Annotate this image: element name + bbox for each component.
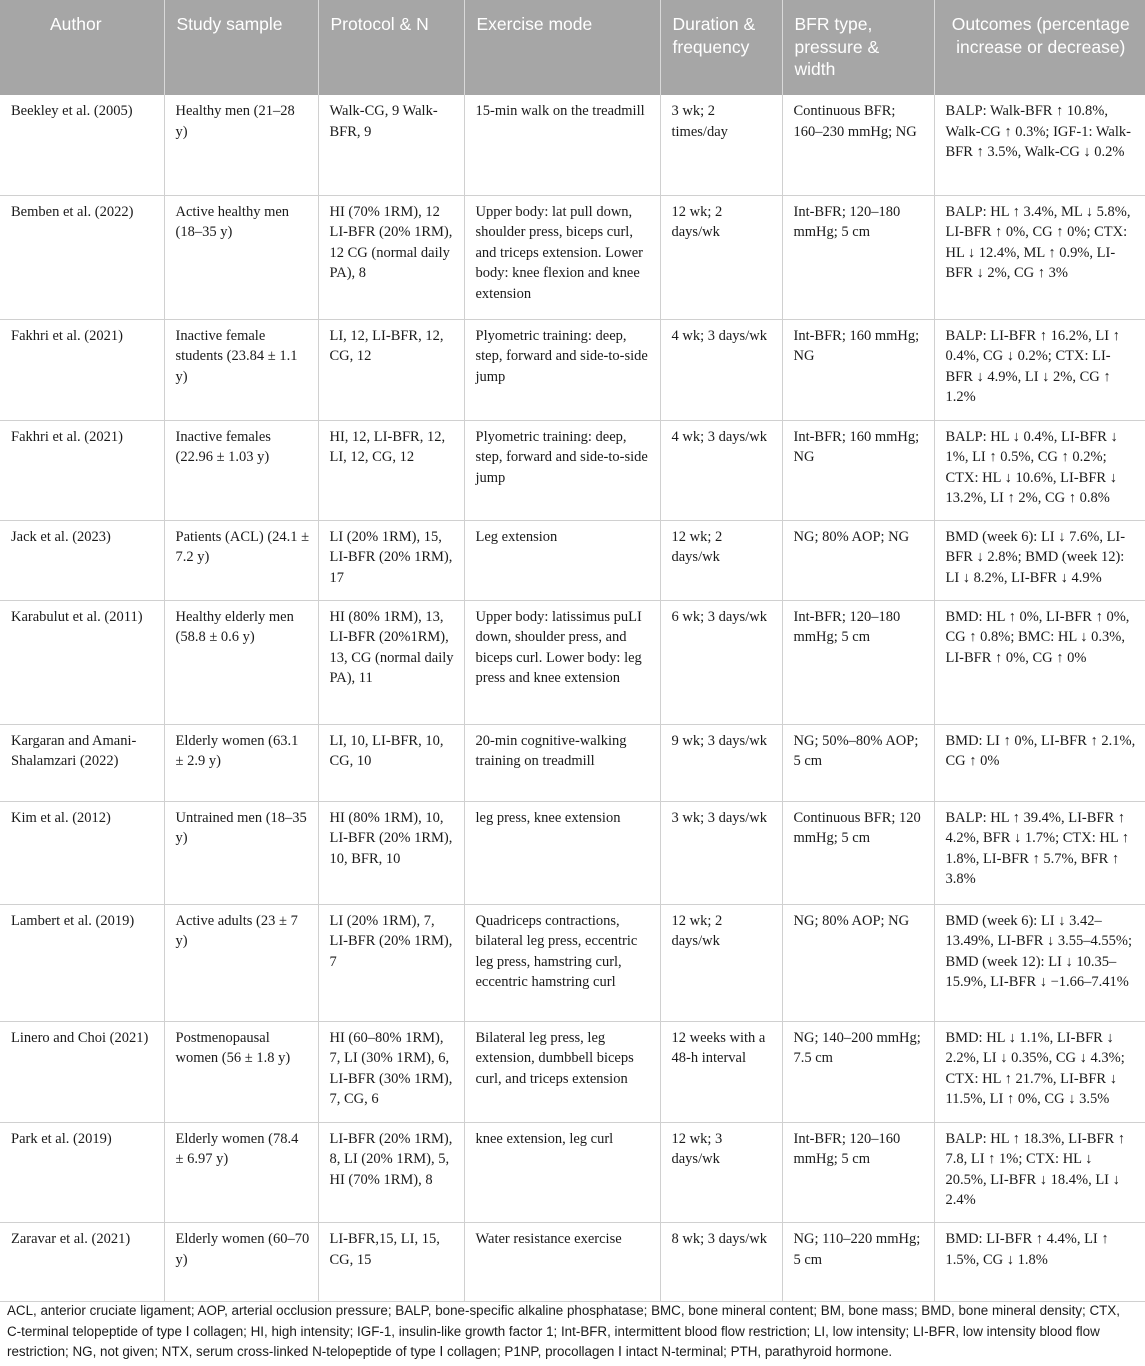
cell-bfr-type: NG; 50%–80% AOP; 5 cm xyxy=(782,724,934,801)
cell-author: Beekley et al. (2005) xyxy=(0,95,164,195)
cell-exercise-mode: Bilateral leg press, leg extension, dumbbell biceps curl, and triceps extension xyxy=(464,1021,660,1122)
cell-author: Fakhri et al. (2021) xyxy=(0,319,164,420)
cell-study-sample: Untrained men (18–35 y) xyxy=(164,801,318,904)
cell-exercise-mode: Upper body: latissimus puLI down, shoulder press, and biceps curl. Lower body: leg press and knee extension xyxy=(464,600,660,724)
cell-bfr-type: NG; 80% AOP; NG xyxy=(782,904,934,1021)
cell-duration: 4 wk; 3 days/wk xyxy=(660,420,782,520)
cell-study-sample: Elderly women (63.1 ± 2.9 y) xyxy=(164,724,318,801)
cell-study-sample: Elderly women (78.4 ± 6.97 y) xyxy=(164,1122,318,1222)
cell-author: Park et al. (2019) xyxy=(0,1122,164,1222)
cell-duration: 12 wk; 2 days/wk xyxy=(660,195,782,319)
cell-duration: 8 wk; 3 days/wk xyxy=(660,1223,782,1302)
cell-author: Zaravar et al. (2021) xyxy=(0,1223,164,1302)
cell-outcomes: BMD: HL ↓ 1.1%, LI-BFR ↓ 2.2%, LI ↓ 0.35%, CG ↓ 4.3%; CTX: HL ↑ 21.7%, LI-BFR ↓ 11.5%, LI ↑ 0%, CG ↓ 3.5% xyxy=(934,1021,1145,1122)
header-exercise-mode: Exercise mode xyxy=(464,0,660,95)
table-row xyxy=(0,600,1145,724)
cell-study-sample: Inactive females (22.96 ± 1.03 y) xyxy=(164,420,318,520)
cell-protocol: LI, 12, LI-BFR, 12, CG, 12 xyxy=(318,319,464,420)
cell-author: Bemben et al. (2022) xyxy=(0,195,164,319)
cell-exercise-mode: 20-min cognitive-walking training on treadmill xyxy=(464,724,660,801)
header-author: Author xyxy=(0,0,164,95)
cell-outcomes: BMD: LI ↑ 0%, LI-BFR ↑ 2.1%, CG ↑ 0% xyxy=(934,724,1145,801)
cell-protocol: LI-BFR,15, LI, 15, CG, 15 xyxy=(318,1223,464,1302)
cell-outcomes: BALP: HL ↑ 39.4%, LI-BFR ↑ 4.2%, BFR ↓ 1.7%; CTX: HL ↑ 1.8%, LI-BFR ↑ 5.7%, BFR ↑ 3.8% xyxy=(934,801,1145,904)
cell-protocol: HI, 12, LI-BFR, 12, LI, 12, CG, 12 xyxy=(318,420,464,520)
cell-duration: 6 wk; 3 days/wk xyxy=(660,600,782,724)
cell-protocol: LI (20% 1RM), 15, LI-BFR (20% 1RM), 17 xyxy=(318,520,464,600)
cell-duration: 12 wk; 2 days/wk xyxy=(660,520,782,600)
table-row xyxy=(0,420,1145,520)
cell-duration: 12 weeks with a 48-h interval xyxy=(660,1021,782,1122)
cell-study-sample: Postmenopausal women (56 ± 1.8 y) xyxy=(164,1021,318,1122)
table-row xyxy=(0,724,1145,801)
cell-author: Fakhri et al. (2021) xyxy=(0,420,164,520)
cell-outcomes: BALP: Walk-BFR ↑ 10.8%, Walk-CG ↑ 0.3%; IGF-1: Walk-BFR ↑ 3.5%, Walk-CG ↓ 0.2% xyxy=(934,95,1145,195)
cell-bfr-type: NG; 110–220 mmHg; 5 cm xyxy=(782,1223,934,1302)
cell-outcomes: BALP: LI-BFR ↑ 16.2%, LI ↑ 0.4%, CG ↓ 0.2%; CTX: LI-BFR ↓ 4.9%, LI ↓ 2%, CG ↑ 1.2% xyxy=(934,319,1145,420)
cell-duration: 12 wk; 2 days/wk xyxy=(660,904,782,1021)
cell-bfr-type: NG; 80% AOP; NG xyxy=(782,520,934,600)
cell-exercise-mode: Leg extension xyxy=(464,520,660,600)
cell-bfr-type: Continuous BFR; 120 mmHg; 5 cm xyxy=(782,801,934,904)
cell-study-sample: Active healthy men (18–35 y) xyxy=(164,195,318,319)
header-study-sample: Study sample xyxy=(164,0,318,95)
cell-protocol: Walk-CG, 9 Walk-BFR, 9 xyxy=(318,95,464,195)
cell-study-sample: Healthy elderly men (58.8 ± 0.6 y) xyxy=(164,600,318,724)
table-row xyxy=(0,95,1145,195)
table-row xyxy=(0,801,1145,904)
cell-duration: 3 wk; 3 days/wk xyxy=(660,801,782,904)
cell-study-sample: Active adults (23 ± 7 y) xyxy=(164,904,318,1021)
cell-exercise-mode: Plyometric training: deep, step, forward and side-to-side jump xyxy=(464,420,660,520)
table-row xyxy=(0,904,1145,1021)
cell-author: Lambert et al. (2019) xyxy=(0,904,164,1021)
table-footnote: ACL, anterior cruciate ligament; AOP, arterial occlusion pressure; BALP, bone-specific alkaline phosphatase; BMC, bone mineral content; BM, bone mass; BMD, bone mineral density; CTX, C-terminal telopeptide of type Ⅰ collagen; HI, high intensity; IGF-1, insulin-like growth factor 1; Int-BFR, intermittent blood flow restriction; LI, low intensity; LI-BFR, low intensity blood flow restriction; NG, not given; NTX, serum cross-linked N-telopeptide of type Ⅰ collagen; P1NP, procollagen Ⅰ intact N-terminal; PTH, parathyroid hormone. xyxy=(7,1303,1120,1359)
cell-study-sample: Inactive female students (23.84 ± 1.1 y) xyxy=(164,319,318,420)
cell-protocol: LI (20% 1RM), 7, LI-BFR (20% 1RM), 7 xyxy=(318,904,464,1021)
cell-bfr-type: Int-BFR; 120–180 mmHg; 5 cm xyxy=(782,600,934,724)
cell-author: Kim et al. (2012) xyxy=(0,801,164,904)
cell-exercise-mode: Upper body: lat pull down, shoulder press, biceps curl, and triceps extension. Lower body: knee flexion and knee extension xyxy=(464,195,660,319)
cell-duration: 4 wk; 3 days/wk xyxy=(660,319,782,420)
table-row xyxy=(0,520,1145,600)
cell-outcomes: BALP: HL ↑ 18.3%, LI-BFR ↑ 7.8, LI ↑ 1%; CTX: HL ↓ 20.5%, LI-BFR ↓ 18.4%, LI ↓ 2.4% xyxy=(934,1122,1145,1222)
cell-study-sample: Elderly women (60–70 y) xyxy=(164,1223,318,1302)
table-row xyxy=(0,1223,1145,1302)
cell-outcomes: BMD: HL ↑ 0%, LI-BFR ↑ 0%, CG ↑ 0.8%; BMC: HL ↓ 0.3%, LI-BFR ↑ 0%, CG ↑ 0% xyxy=(934,600,1145,724)
cell-bfr-type: Int-BFR; 120–180 mmHg; 5 cm xyxy=(782,195,934,319)
cell-exercise-mode: Water resistance exercise xyxy=(464,1223,660,1302)
cell-bfr-type: Int-BFR; 160 mmHg; NG xyxy=(782,319,934,420)
cell-outcomes: BALP: HL ↓ 0.4%, LI-BFR ↓ 1%, LI ↑ 0.5%, CG ↑ 0.2%; CTX: HL ↓ 10.6%, LI-BFR ↓ 13.2%, LI ↑ 2%, CG ↑ 0.8% xyxy=(934,420,1145,520)
header-outcomes: Outcomes (percentage increase or decrease) xyxy=(934,0,1145,95)
table-row xyxy=(0,195,1145,319)
cell-protocol: HI (80% 1RM), 10, LI-BFR (20% 1RM), 10, BFR, 10 xyxy=(318,801,464,904)
cell-exercise-mode: knee extension, leg curl xyxy=(464,1122,660,1222)
cell-exercise-mode: Quadriceps contractions, bilateral leg press, eccentric leg press, hamstring curl, eccentric hamstring curl xyxy=(464,904,660,1021)
header-bfr-type: BFR type, pressure & width xyxy=(782,0,934,95)
cell-author: Kargaran and Amani-Shalamzari (2022) xyxy=(0,724,164,801)
cell-exercise-mode: 15-min walk on the treadmill xyxy=(464,95,660,195)
table-row xyxy=(0,1021,1145,1122)
cell-bfr-type: Int-BFR; 160 mmHg; NG xyxy=(782,420,934,520)
cell-exercise-mode: leg press, knee extension xyxy=(464,801,660,904)
cell-outcomes: BMD (week 6): LI ↓ 3.42–13.49%, LI-BFR ↓ 3.55–4.55%; BMD (week 12): LI ↓ 10.35–15.9%, LI-BFR ↓ −1.66–7.41% xyxy=(934,904,1145,1021)
cell-author: Karabulut et al. (2011) xyxy=(0,600,164,724)
cell-protocol: LI-BFR (20% 1RM), 8, LI (20% 1RM), 5, HI (70% 1RM), 8 xyxy=(318,1122,464,1222)
table-row xyxy=(0,319,1145,420)
table-row xyxy=(0,1122,1145,1222)
cell-duration: 9 wk; 3 days/wk xyxy=(660,724,782,801)
cell-outcomes: BALP: HL ↑ 3.4%, ML ↓ 5.8%, LI-BFR ↑ 0%, CG ↑ 0%; CTX: HL ↓ 12.4%, ML ↑ 0.9%, LI-BFR ↓ 2%, CG ↑ 3% xyxy=(934,195,1145,319)
cell-bfr-type: Continuous BFR; 160–230 mmHg; NG xyxy=(782,95,934,195)
cell-outcomes: BMD: LI-BFR ↑ 4.4%, LI ↑ 1.5%, CG ↓ 1.8% xyxy=(934,1223,1145,1302)
cell-author: Linero and Choi (2021) xyxy=(0,1021,164,1122)
cell-duration: 3 wk; 2 times/day xyxy=(660,95,782,195)
cell-protocol: HI (70% 1RM), 12 LI-BFR (20% 1RM), 12 CG (normal daily PA), 8 xyxy=(318,195,464,319)
table-header-row xyxy=(0,0,1145,95)
cell-duration: 12 wk; 3 days/wk xyxy=(660,1122,782,1222)
cell-outcomes: BMD (week 6): LI ↓ 7.6%, LI-BFR ↓ 2.8%; BMD (week 12): LI ↓ 8.2%, LI-BFR ↓ 4.9% xyxy=(934,520,1145,600)
cell-protocol: HI (80% 1RM), 13, LI-BFR (20%1RM), 13, CG (normal daily PA), 11 xyxy=(318,600,464,724)
cell-study-sample: Patients (ACL) (24.1 ± 7.2 y) xyxy=(164,520,318,600)
header-protocol-n: Protocol & N xyxy=(318,0,464,95)
cell-protocol: LI, 10, LI-BFR, 10, CG, 10 xyxy=(318,724,464,801)
cell-protocol: HI (60–80% 1RM), 7, LI (30% 1RM), 6, LI-BFR (30% 1RM), 7, CG, 6 xyxy=(318,1021,464,1122)
cell-study-sample: Healthy men (21–28 y) xyxy=(164,95,318,195)
cell-exercise-mode: Plyometric training: deep, step, forward and side-to-side jump xyxy=(464,319,660,420)
cell-bfr-type: NG; 140–200 mmHg; 7.5 cm xyxy=(782,1021,934,1122)
header-duration-frequency: Duration & frequency xyxy=(660,0,782,95)
cell-bfr-type: Int-BFR; 120–160 mmHg; 5 cm xyxy=(782,1122,934,1222)
cell-author: Jack et al. (2023) xyxy=(0,520,164,600)
